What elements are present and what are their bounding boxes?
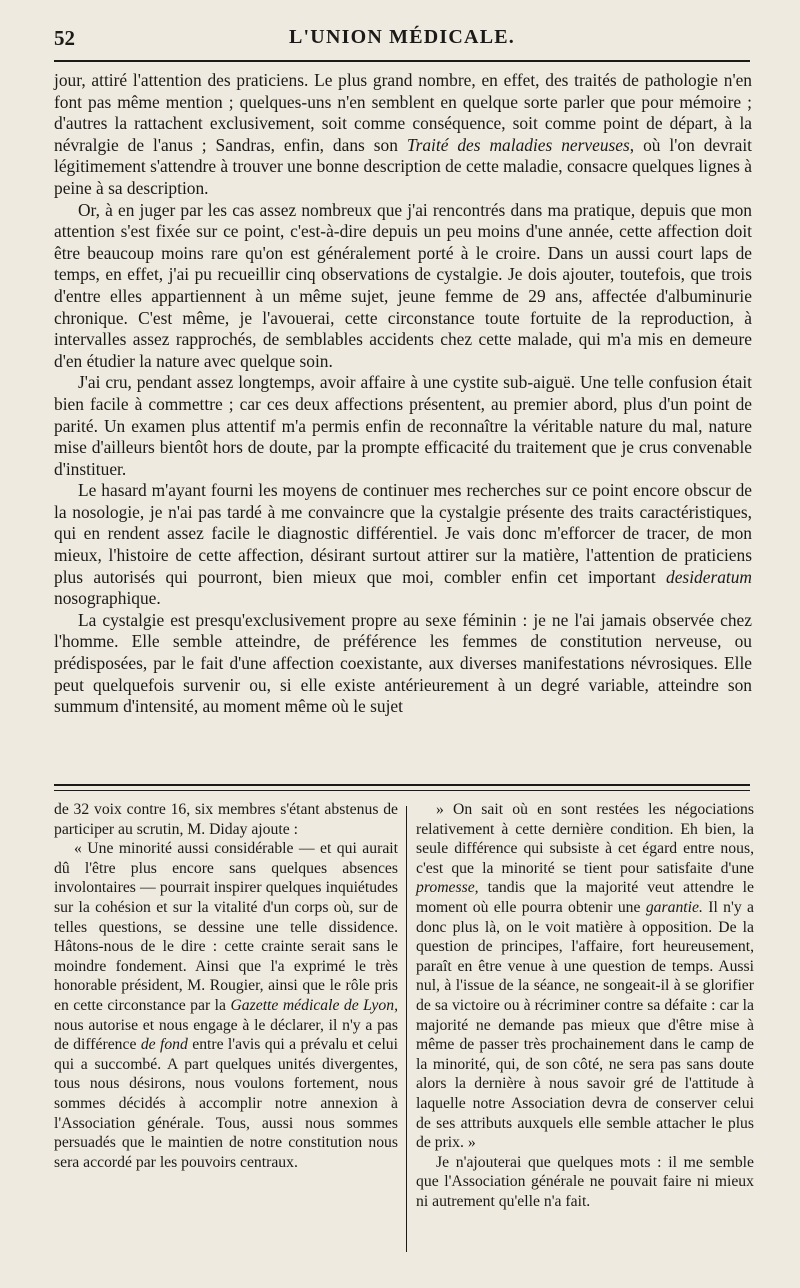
main-paragraph-4 [54,480,752,610]
text-run: nosographique. [54,588,161,609]
column-separator [406,806,407,1252]
right-paragraph-1 [416,800,754,1153]
text-run: Il n'y a donc plus là, on le voit matière à opposition. De la question de principes, l'affaire, fort heureusement, paraît en être venue à une question de temps. Aussi nul, à l'issue de la séance, ne songeait-il à se glorifier de sa victoire ou à récriminer contre sa défaite : car la majorité ne demande pas mieux que d'être mise à même de passer très prochainement dans le camp de la minorité, qui, de son côté, ne sera pas sans doute alors la dernière à nous savoir gré de l'attitude à laquelle notre Association devra de conserver celui de ses attributs auxquels elle semble attacher le plus de prix. » [416,898,755,1152]
text-run: « Une minorité aussi considérable — et qui aurait dû l'être plus encore sans quelques absences involontaires — pourrait inspirer quelques inquiétudes sur la cohésion et sur la vitalité d'un corps où, sur de telles questions, se dessine une telle dissidence. Hâtons-nous de le dire : cette crainte serait sans le moindre fondement. Ainsi que l'a exprimé le très honorable président, M. Rougier, ainsi que le rôle pris en cette circonstance par la [54,840,398,1014]
page-number: 52 [54,26,75,50]
text-run: entre l'avis qui a prévalu et celui qui a succombé. A part quelques unités divergentes, tous nous désirons, nous voulons fortement, nous sommes décidés à accomplir notre annexion à l'Association générale. Tous, aussi nous sommes persuadés que le maintien de notre constitution nous sera accordé par les pouvoirs centraux. [54,1036,399,1171]
right-column [416,800,754,1211]
header-rule [54,60,750,62]
italic-term: de fond [140,1036,188,1054]
page-header [54,26,750,60]
main-article [54,70,752,718]
text-run: jour, attiré l'attention des praticiens. Le plus grand nombre, en effet, des traités de pathologie n'en font pas même mention ; quelques-uns n'en semblent en quelque sorte parler que pour mémoire ; d'autres la rattachent exclusivement, soit comme conséquence, soit comme point de départ, à la névralgie de l'anus ; Sandras, enfin, dans son [54,70,752,155]
italic-title: Traité des maladies nerveuses [406,134,630,155]
text-run: » On sait où en sont restées les négociations relativement à cette dernière condition. Eh bien, la seule différence qui subsiste à cet égard entre nous, c'est que la minorité se tient pour satisfaite d'une [416,801,754,877]
italic-journal-name: Gazette médicale de Lyon, [230,996,399,1014]
right-paragraph-2: Je n'ajouterai que quelques mots : il me semble que l'Association générale ne pouvait faire ni mieux ni autrement qu'elle n'a fait. [416,1153,754,1210]
main-paragraph-2: Or, à en juger par les cas assez nombreux que j'ai rencontrés dans ma pratique, depuis que mon attention s'est fixée sur ce point, c'est-à-dire depuis un peu moins d'une année, cette affection doit être beaucoup moins rare qu'on est généralement porté à le croire. Dans un aussi court laps de temps, en effet, j'ai pu recueillir cinq observations de cystalgie. Je dois ajouter, toutefois, que trois d'entre elles appartiennent à un même sujet, jeune femme de 29 ans, affectée d'albuminurie chronique. C'est même, je l'avouerai, cette circonstance toute fortuite de la reproduction, à intervalles assez rapprochés, de semblables accidents chez cette malade, qui m'a mis en demeure d'en étudier la nature avec quelque soin. [54,199,752,371]
left-paragraph-2 [54,839,398,1172]
main-paragraph-1 [54,70,752,200]
italic-term: promesse, [416,879,479,897]
main-paragraph-3: J'ai cru, pendant assez longtemps, avoir affaire à une cystite sub-aiguë. Une telle confusion était bien facile à commettre ; car ces deux affections présentent, au premier abord, plus d'un point de parité. Un examen plus attentif m'a permis enfin de reconnaître la véritable nature du mal, nature mise d'ailleurs bientôt hors de doute, par la prompte efficacité du traitement que je crus convenable d'instituer. [54,372,752,479]
text-run: nous autorise et nous engage à le déclarer, il n'y a pas de différence [54,1016,398,1054]
italic-term: desideratum [666,566,752,587]
section-divider [54,784,750,791]
running-title: L'UNION MÉDICALE. [289,26,515,48]
text-run: Le hasard m'ayant fourni les moyens de continuer mes recherches sur ce point encore obscur de la nosologie, je n'ai pas tardé à me convaincre que la cystalgie présente des traits caractéristiques, qui en rendent assez facile le diagnostic différentiel. Je vais donc m'efforcer de tracer, de mon mieux, l'histoire de cette affection, désirant surtout attirer sur la matière, l'attention de praticiens plus autorisés qui pourront, bien mieux que moi, combler enfin cet important [54,480,752,587]
text-run: tandis que la majorité veut attendre le moment où elle pourra obtenir une [416,879,754,916]
italic-term: garantie. [645,898,703,916]
left-column [54,800,398,1172]
left-paragraph-1: de 32 voix contre 16, six membres s'étant abstenus de participer au scrutin, M. Diday ajoute : [54,801,398,838]
text-run: , où l'on devrait légitimement s'attendre à trouver une bonne description de cette maladie, consacre quelques lignes à peine à sa description. [54,134,753,198]
main-paragraph-5: La cystalgie est presqu'exclusivement propre au sexe féminin : je ne l'ai jamais observée chez l'homme. Elle semble atteindre, de préférence les femmes de constitution nerveuse, ou prédisposées, par le fait d'une affection coexistante, aux diverses manifestations névrosiques. Elle peut quelquefois survenir ou, si elle existe antérieurement à un degré variable, atteindre son summum d'intensité, au moment même où le sujet [54,609,752,717]
